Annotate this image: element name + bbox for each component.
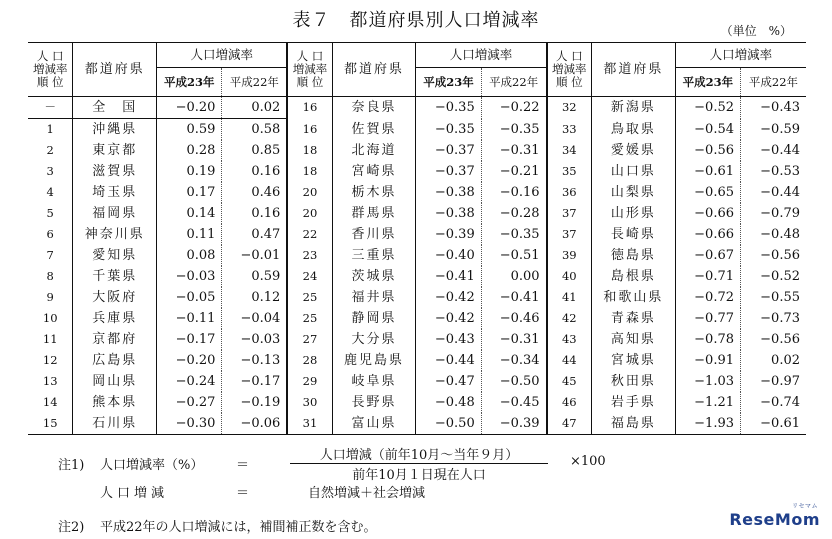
prefecture-header: 都道府県 <box>332 43 416 97</box>
rate-h22-cell: 0.02 <box>741 350 807 371</box>
rank-cell: 20 <box>287 182 332 203</box>
rank-cell: 3 <box>46 164 54 178</box>
year-h23-text: 平成23年 <box>164 75 215 89</box>
table-row <box>28 371 806 392</box>
prefecture-cell: 長野県 <box>332 392 416 413</box>
rate-h22-cell: −0.21 <box>481 161 546 182</box>
rank-cell: 6 <box>46 227 54 241</box>
rate-h22-cell: −0.39 <box>481 413 546 435</box>
table-row <box>28 308 806 329</box>
term2-definition: 自然増減＋社会増減 <box>308 486 426 501</box>
rank-cell: 29 <box>287 371 332 392</box>
rate-h22-cell: −0.04 <box>222 308 287 329</box>
rate-h22-cell: −0.06 <box>222 413 287 435</box>
prefecture-cell: 長崎県 <box>591 224 675 245</box>
table-body <box>28 97 806 435</box>
rate-h23-cell: −0.43 <box>416 329 481 350</box>
prefecture-cell: 青森県 <box>591 308 675 329</box>
formula-multiplier: ×100 <box>570 454 606 469</box>
table-row <box>28 245 806 266</box>
rate-h23-cell: −0.20 <box>157 97 222 119</box>
note1-term2: 人口増減 <box>100 486 169 501</box>
rate-h22-cell: −0.51 <box>481 245 546 266</box>
note2-label: 注2) <box>58 520 85 535</box>
rate-h23-cell: −0.47 <box>416 371 481 392</box>
rank-cell: 37 <box>547 203 592 224</box>
rate-h22-cell: 0.46 <box>222 182 287 203</box>
prefecture-cell: 千葉県 <box>73 266 157 287</box>
rank-cell: 45 <box>547 371 592 392</box>
prefecture-cell: 鳥取県 <box>591 119 675 141</box>
rate-h22-cell: −0.01 <box>222 245 287 266</box>
table-row <box>28 161 806 182</box>
prefecture-cell: 神奈川県 <box>73 224 157 245</box>
table-row <box>28 350 806 371</box>
rate-h22-cell: −0.34 <box>481 350 546 371</box>
prefecture-cell: 香川県 <box>332 224 416 245</box>
rate-h23-cell: −0.17 <box>157 329 222 350</box>
rate-h23-cell: −0.56 <box>675 140 740 161</box>
table-title: 表７ 都道府県別人口増減率 <box>292 10 540 31</box>
table-row <box>28 182 806 203</box>
table-row <box>28 266 806 287</box>
rate-h22-cell: 0.16 <box>222 203 287 224</box>
rate-h22-cell: 0.12 <box>222 287 287 308</box>
prefecture-cell: 栃木県 <box>332 182 416 203</box>
prefecture-cell: 徳島県 <box>591 245 675 266</box>
rate-h22-cell: −0.28 <box>481 203 546 224</box>
rate-h22-cell: −0.97 <box>741 371 807 392</box>
rate-h22-cell: −0.16 <box>481 182 546 203</box>
rank-cell: － <box>28 97 73 119</box>
rate-h22-cell: 0.16 <box>222 161 287 182</box>
prefecture-cell: 山口県 <box>591 161 675 182</box>
rate-h23-cell: −0.67 <box>675 245 740 266</box>
prefecture-cell: 秋田県 <box>591 371 675 392</box>
rate-h23-cell: −1.21 <box>675 392 740 413</box>
prefecture-cell: 群馬県 <box>332 203 416 224</box>
rate-h23-cell: 0.59 <box>157 119 222 141</box>
prefecture-cell: 三重県 <box>332 245 416 266</box>
rate-h23-cell: −0.66 <box>675 203 740 224</box>
prefecture-cell: 岡山県 <box>73 371 157 392</box>
rate-h23-cell: −0.48 <box>416 392 481 413</box>
rank-cell: 28 <box>287 350 332 371</box>
rank-cell: 37 <box>547 224 592 245</box>
rate-h22-cell: 0.58 <box>222 119 287 141</box>
prefecture-cell: 愛媛県 <box>591 140 675 161</box>
rate-h22-cell: −0.22 <box>481 97 546 119</box>
rank-cell: 30 <box>287 392 332 413</box>
rate-h23-cell: 0.14 <box>157 203 222 224</box>
rank-cell: 35 <box>547 161 592 182</box>
rank-cell: 2 <box>46 143 54 157</box>
rate-h23-cell: −0.40 <box>416 245 481 266</box>
rate-h23-cell: −0.42 <box>416 308 481 329</box>
rate-h22-cell: −0.53 <box>741 161 807 182</box>
rate-h23-cell: −0.77 <box>675 308 740 329</box>
rank-cell: 22 <box>287 224 332 245</box>
table-row <box>28 392 806 413</box>
rate-h23-cell: 0.28 <box>157 140 222 161</box>
rank-cell: 31 <box>287 413 332 435</box>
equals-sign: ＝ <box>236 486 250 501</box>
rank-cell: 1 <box>46 122 54 136</box>
prefecture-cell: 奈良県 <box>332 97 416 119</box>
rate-h22-cell: −0.56 <box>741 245 807 266</box>
rate-h23-cell: −0.65 <box>675 182 740 203</box>
prefecture-cell: 岐阜県 <box>332 371 416 392</box>
rate-h23-cell: −0.50 <box>416 413 481 435</box>
rate-h22-cell: −0.56 <box>741 329 807 350</box>
rate-h23-cell: −1.03 <box>675 371 740 392</box>
rank-cell: 23 <box>287 245 332 266</box>
prefecture-cell: 和歌山県 <box>591 287 675 308</box>
table-row <box>28 329 806 350</box>
rank-cell: 39 <box>547 245 592 266</box>
rate-h23-cell: −0.38 <box>416 203 481 224</box>
rate-h22-cell: 0.00 <box>481 266 546 287</box>
prefecture-cell: 鹿児島県 <box>332 350 416 371</box>
rank-cell: 41 <box>547 287 592 308</box>
prefecture-cell: 佐賀県 <box>332 119 416 141</box>
year-h23-text: 平成23年 <box>682 75 734 89</box>
rank-cell: 24 <box>287 266 332 287</box>
rate-h22-cell: −0.31 <box>481 140 546 161</box>
rate-h23-cell: −0.42 <box>416 287 481 308</box>
rate-h23-cell: 0.17 <box>157 182 222 203</box>
logo-text: ReseMom <box>729 510 820 529</box>
rank-cell: 15 <box>28 413 73 435</box>
prefecture-cell: 京都府 <box>73 329 157 350</box>
prefecture-cell: 富山県 <box>332 413 416 435</box>
rank-header <box>287 43 332 97</box>
rate-h23-cell: 0.11 <box>157 224 222 245</box>
rank-cell: 12 <box>42 353 58 367</box>
rate-h22-cell: −0.13 <box>222 350 287 371</box>
rate-h23-cell: −0.52 <box>675 97 740 119</box>
prefecture-header: 都道府県 <box>73 43 157 97</box>
rate-h23-cell: −0.35 <box>416 119 481 141</box>
rate-h23-cell: −0.54 <box>675 119 740 141</box>
rank-cell: 16 <box>287 119 332 141</box>
formula-numerator: 人口増減（前年10月～当年９月） <box>319 448 519 463</box>
rate-h23-cell: −0.91 <box>675 350 740 371</box>
equals-sign: ＝ <box>236 458 250 473</box>
rate-h23-cell: −0.27 <box>157 392 222 413</box>
prefecture-cell: 大分県 <box>332 329 416 350</box>
rank-cell: 8 <box>46 269 54 283</box>
table-row <box>28 140 806 161</box>
rank-cell: 25 <box>287 287 332 308</box>
rate-h22-cell: −0.44 <box>741 182 807 203</box>
prefecture-cell: 茨城県 <box>332 266 416 287</box>
unit-label: （単位 %） <box>720 24 792 38</box>
rate-h23-cell: −0.20 <box>157 350 222 371</box>
notes <box>58 444 758 539</box>
rank-cell: 7 <box>46 248 54 262</box>
prefecture-cell: 兵庫県 <box>73 308 157 329</box>
rate-h23-cell: −0.38 <box>416 182 481 203</box>
rate-h22-cell: −0.59 <box>741 119 807 141</box>
prefecture-cell: 岩手県 <box>591 392 675 413</box>
prefecture-cell: 東京都 <box>73 140 157 161</box>
rate-h23-cell: −0.37 <box>416 161 481 182</box>
note1-term: 人口増減率（%） <box>100 458 204 473</box>
table-row <box>28 203 806 224</box>
table-row <box>28 413 806 435</box>
rate-header: 人口増減率 <box>157 43 288 68</box>
prefecture-cell: 福井県 <box>332 287 416 308</box>
rate-h22-cell: −0.61 <box>741 413 807 435</box>
formula-denominator: 前年10月１日現在人口 <box>352 468 486 483</box>
rank-cell: 32 <box>547 97 592 119</box>
prefecture-cell: 新潟県 <box>591 97 675 119</box>
year-h23-header <box>675 68 740 97</box>
year-h23-header <box>157 68 222 97</box>
rate-h23-cell: −0.41 <box>416 266 481 287</box>
resemom-logo <box>729 503 820 529</box>
prefecture-cell: 熊本県 <box>73 392 157 413</box>
prefecture-cell: 静岡県 <box>332 308 416 329</box>
rate-h23-cell: −0.71 <box>675 266 740 287</box>
rate-h22-cell: −0.17 <box>222 371 287 392</box>
rate-h22-cell: −0.35 <box>481 224 546 245</box>
rank-cell: 16 <box>287 97 332 119</box>
rank-cell: 9 <box>46 290 54 304</box>
rate-h23-cell: −0.37 <box>416 140 481 161</box>
rate-h22-cell: −0.48 <box>741 224 807 245</box>
prefecture-cell: 石川県 <box>73 413 157 435</box>
rate-h23-cell: 0.08 <box>157 245 222 266</box>
rate-h22-cell: −0.41 <box>481 287 546 308</box>
rank-header-text: 人 口 増減率 順 位 <box>552 49 587 89</box>
prefecture-cell: 山形県 <box>591 203 675 224</box>
rank-cell: 25 <box>287 308 332 329</box>
rate-h23-cell: 0.19 <box>157 161 222 182</box>
rank-cell: 13 <box>42 374 58 388</box>
rank-header-text: 人 口 増減率 順 位 <box>292 49 328 89</box>
rank-cell: 42 <box>547 308 592 329</box>
rank-cell: 5 <box>46 206 54 220</box>
population-change-table <box>28 42 806 435</box>
rate-h22-cell: −0.50 <box>481 371 546 392</box>
prefecture-cell: 全 国 <box>73 97 157 119</box>
rate-h22-cell: −0.74 <box>741 392 807 413</box>
rank-cell: 34 <box>547 140 592 161</box>
prefecture-cell: 福岡県 <box>73 203 157 224</box>
rank-cell: 27 <box>287 329 332 350</box>
prefecture-cell: 福島県 <box>591 413 675 435</box>
rank-cell: 18 <box>287 140 332 161</box>
rank-cell: 18 <box>287 161 332 182</box>
note2-text: 平成22年の人口増減には，補間補正数を含む。 <box>100 520 377 535</box>
prefecture-cell: 山梨県 <box>591 182 675 203</box>
rate-h23-cell: −0.66 <box>675 224 740 245</box>
rate-h22-cell: −0.79 <box>741 203 807 224</box>
prefecture-cell: 広島県 <box>73 350 157 371</box>
rate-h22-cell: −0.03 <box>222 329 287 350</box>
prefecture-cell: 宮崎県 <box>332 161 416 182</box>
prefecture-cell: 北海道 <box>332 140 416 161</box>
prefecture-cell: 島根県 <box>591 266 675 287</box>
table-row <box>28 119 806 141</box>
rate-header: 人口増減率 <box>675 43 806 68</box>
prefecture-cell: 宮城県 <box>591 350 675 371</box>
rate-h22-cell: −0.31 <box>481 329 546 350</box>
rate-h23-cell: −0.11 <box>157 308 222 329</box>
table-row <box>28 287 806 308</box>
rank-cell: 10 <box>42 311 58 325</box>
year-h22-header: 平成22年 <box>481 68 546 97</box>
table-row <box>28 224 806 245</box>
rate-h23-cell: −0.61 <box>675 161 740 182</box>
logo-small-text: リセマム <box>792 503 818 510</box>
rate-h22-cell: −0.73 <box>741 308 807 329</box>
rate-h22-cell: 0.02 <box>222 97 287 119</box>
rate-h23-cell: −0.03 <box>157 266 222 287</box>
rate-h23-cell: −0.39 <box>416 224 481 245</box>
rate-h22-cell: 0.85 <box>222 140 287 161</box>
rate-h22-cell: 0.59 <box>222 266 287 287</box>
year-h23-text: 平成23年 <box>423 75 474 89</box>
rank-cell: 4 <box>46 185 54 199</box>
rate-h22-cell: 0.47 <box>222 224 287 245</box>
rank-cell: 46 <box>547 392 592 413</box>
rank-cell: 20 <box>287 203 332 224</box>
rate-h22-cell: −0.45 <box>481 392 546 413</box>
rate-h22-cell: −0.52 <box>741 266 807 287</box>
rank-header <box>28 43 73 97</box>
rate-h22-cell: −0.35 <box>481 119 546 141</box>
rate-h23-cell: −0.72 <box>675 287 740 308</box>
table-row <box>28 97 806 119</box>
rank-header <box>547 43 592 97</box>
rank-cell: 33 <box>547 119 592 141</box>
rate-h22-cell: −0.43 <box>741 97 807 119</box>
rate-h22-cell: −0.55 <box>741 287 807 308</box>
rate-h23-cell: −0.78 <box>675 329 740 350</box>
rank-cell: 44 <box>547 350 592 371</box>
rate-h23-cell: −0.24 <box>157 371 222 392</box>
rank-cell: 36 <box>547 182 592 203</box>
rate-header: 人口増減率 <box>416 43 547 68</box>
rank-cell: 14 <box>42 395 58 409</box>
year-h22-header: 平成22年 <box>741 68 807 97</box>
rank-cell: 47 <box>547 413 592 435</box>
prefecture-header: 都道府県 <box>591 43 675 97</box>
rate-h23-cell: −1.93 <box>675 413 740 435</box>
prefecture-cell: 沖縄県 <box>73 119 157 141</box>
rank-cell: 43 <box>547 329 592 350</box>
year-h22-header: 平成22年 <box>222 68 287 97</box>
prefecture-cell: 埼玉県 <box>73 182 157 203</box>
note1-label: 注1) <box>58 458 85 473</box>
prefecture-cell: 大阪府 <box>73 287 157 308</box>
table-header <box>28 43 806 97</box>
rate-h22-cell: −0.44 <box>741 140 807 161</box>
rate-h22-cell: −0.19 <box>222 392 287 413</box>
rank-header-text: 人 口 増減率 順 位 <box>32 49 68 89</box>
prefecture-cell: 高知県 <box>591 329 675 350</box>
rate-h23-cell: −0.44 <box>416 350 481 371</box>
rate-h23-cell: −0.35 <box>416 97 481 119</box>
prefecture-cell: 愛知県 <box>73 245 157 266</box>
year-h23-header <box>416 68 481 97</box>
rank-cell: 40 <box>547 266 592 287</box>
prefecture-cell: 滋賀県 <box>73 161 157 182</box>
rate-h23-cell: −0.30 <box>157 413 222 435</box>
rate-h22-cell: −0.46 <box>481 308 546 329</box>
rank-cell: 11 <box>42 332 58 346</box>
rate-h23-cell: −0.05 <box>157 287 222 308</box>
